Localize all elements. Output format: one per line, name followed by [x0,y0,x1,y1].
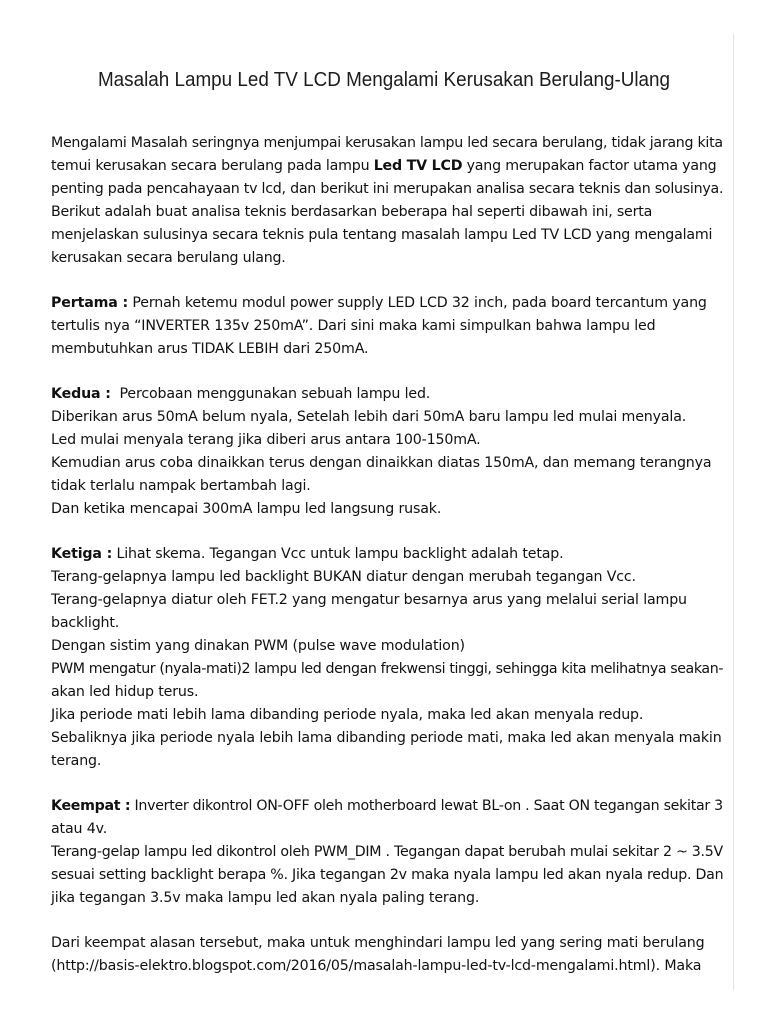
text-line: tertulis nya “INVERTER 135v 250mA”. Dari sini maka kami simpulkan bahwa lampu led [51,318,656,334]
ketiga-paragraph [51,543,723,773]
text-run: temui kerusakan secara berulang pada lampu [51,158,374,174]
text-line: Terang-gelap lampu led dikontrol oleh PWM_DIM . Tegangan dapat berubah mulai sekitar 2 ~ 3.5V [51,844,723,860]
text-line: sesuai setting backlight berapa %. Jika tegangan 2v maka nyala lampu led akan nyala redup. Dan [51,867,724,883]
text-line: akan led hidup terus. [51,684,199,700]
text-line: Terang-gelapnya lampu led backlight BUKAN diatur dengan merubah tegangan Vcc. [51,569,636,585]
text-line: tidak terlalu nampak bertambah lagi. [51,478,311,494]
pertama-paragraph [51,292,723,361]
text-run: Lihat skema. Tegangan Vcc untuk lampu backlight adalah tetap. [112,546,564,562]
text-line: Kemudian arus coba dinaikkan terus dengan dinaikkan diatas 150mA, dan memang terangnya [51,455,712,471]
text-line [51,383,723,406]
penutup-paragraph [51,932,723,978]
text-line: Diberikan arus 50mA belum nyala, Setelah lebih dari 50mA baru lampu led mulai menyala. [51,409,687,425]
text-run: Inverter dikontrol ON-OFF oleh motherboard lewat BL-on . Saat ON tegangan sekitar 3 [130,798,723,814]
text-line: Mengalami Masalah seringnya menjumpai kerusakan lampu led secara berulang, tidak jarang kita [51,135,723,151]
bold-term: Led TV LCD [373,158,463,174]
section-label: Keempat : [51,798,131,814]
text-line: (http://basis-elektro.blogspot.com/2016/05/masalah-lampu-led-tv-lcd-mengalami.html). Maka [51,958,702,974]
text-line: Terang-gelapnya diatur oleh FET.2 yang mengatur besarnya arus yang melalui serial lampu [51,592,687,608]
text-line: atau 4v. [51,821,108,837]
page-border [733,34,734,990]
text-line [51,155,723,178]
text-run: Percobaan menggunakan sebuah lampu led. [110,386,431,402]
text-line: Led mulai menyala terang jika diberi arus antara 100-150mA. [51,432,481,448]
text-line: Jika periode mati lebih lama dibanding periode nyala, maka led akan menyala redup. [51,707,644,723]
text-run: Pernah ketemu modul power supply LED LCD 32 inch, pada board tercantum yang [128,295,707,311]
intro-paragraph [51,132,723,270]
keempat-paragraph [51,795,723,910]
section-label: Pertama : [51,295,128,311]
text-line: penting pada pencahayaan tv lcd, dan berikut ini merupakan analisa secara teknis dan solusinya. [51,181,724,197]
section-label: Ketiga : [51,546,113,562]
text-line: Berikut adalah buat analisa teknis berdasarkan beberapa hal seperti dibawah ini, serta [51,204,653,220]
text-line: menjelaskan sulusinya secara teknis pula tentang masalah lampu Led TV LCD yang mengalami [51,227,713,243]
text-line: kerusakan secara berulang ulang. [51,250,286,266]
text-line: Dengan sistim yang dinakan PWM (pulse wave modulation) [51,638,465,654]
section-label: Kedua : [51,386,111,402]
text-line: backlight. [51,615,120,631]
text-line: Dari keempat alasan tersebut, maka untuk menghindari lampu led yang sering mati berulang [51,935,705,951]
text-line: jika tegangan 3.5v maka lampu led akan nyala paling terang. [51,890,480,906]
text-line: membutuhkan arus TIDAK LEBIH dari 250mA. [51,341,369,357]
text-run: yang merupakan factor utama yang [462,158,717,174]
text-line [51,795,723,818]
text-line: Dan ketika mencapai 300mA lampu led langsung rusak. [51,501,442,517]
text-line: Sebaliknya jika periode nyala lebih lama dibanding periode mati, maka led akan menyala makin [51,730,722,746]
text-line: PWM mengatur (nyala-mati)2 lampu led dengan frekwensi tinggi, sehingga kita melihatnya seakan- [51,661,724,677]
page-title: Masalah Lampu Led TV LCD Mengalami Kerusakan Berulang-Ulang [97,68,671,91]
text-line [51,292,723,315]
text-line: terang. [51,753,102,769]
article-body [51,132,723,1000]
text-line [51,543,723,566]
kedua-paragraph [51,383,723,521]
